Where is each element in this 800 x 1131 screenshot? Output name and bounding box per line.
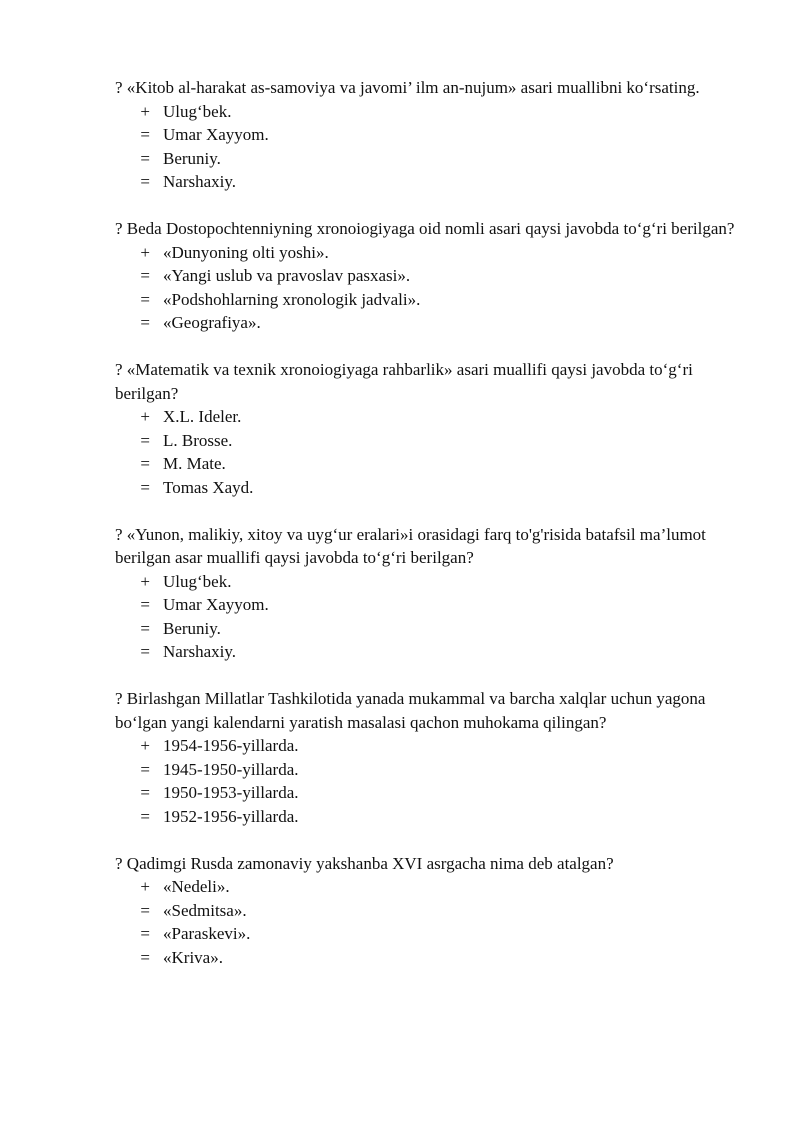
question-text: ? «Kitob al-harakat as-samoviya va javomi’ ilm an-nujum» asari muallibni ko‘rsating. bbox=[115, 78, 700, 97]
answer-option bbox=[115, 899, 735, 923]
answer-option bbox=[115, 617, 735, 641]
answer-marker: + bbox=[140, 571, 150, 591]
answer-text: Narshaxiy. bbox=[163, 642, 237, 661]
answer-text: Beruniy. bbox=[163, 148, 221, 168]
quiz-content bbox=[115, 76, 735, 993]
answer-marker: = bbox=[140, 759, 150, 779]
answer-text: 1954-1956-yillarda. bbox=[163, 736, 299, 755]
answer-marker: + bbox=[140, 407, 150, 426]
answer-option bbox=[115, 570, 735, 594]
answer-text: L. Brosse. bbox=[163, 430, 233, 450]
answer-text: X.L. Ideler. bbox=[163, 407, 242, 426]
answer-text: «Dunyoning olti yoshi». bbox=[163, 242, 329, 262]
answer-option bbox=[115, 429, 735, 453]
answer-options bbox=[115, 875, 735, 969]
answer-marker: = bbox=[140, 125, 150, 144]
answer-text: Beruniy. bbox=[163, 618, 221, 638]
answer-marker: = bbox=[140, 618, 150, 638]
answer-option bbox=[115, 734, 735, 758]
answer-text: 1945-1950-yillarda. bbox=[163, 759, 299, 779]
answer-option bbox=[115, 946, 735, 970]
answer-option bbox=[115, 805, 735, 829]
answer-text: Ulug‘bek. bbox=[163, 571, 232, 591]
answer-marker: + bbox=[140, 101, 150, 121]
question-block-4 bbox=[115, 523, 735, 664]
question-block-5 bbox=[115, 687, 735, 828]
answer-option bbox=[115, 758, 735, 782]
answer-text: 1952-1956-yillarda. bbox=[163, 806, 299, 826]
answer-options bbox=[115, 241, 735, 335]
answer-text: «Nedeli». bbox=[163, 877, 230, 896]
answer-marker: = bbox=[140, 266, 150, 285]
answer-options bbox=[115, 734, 735, 828]
answer-option bbox=[115, 311, 735, 335]
question-block-6 bbox=[115, 852, 735, 970]
answer-marker: + bbox=[140, 242, 150, 262]
answer-marker: = bbox=[140, 900, 150, 920]
question-text: ? Beda Dostopochtenniyning xronoiogiyaga oid nomli asari qaysi javobda to‘g‘ri berilgan? bbox=[115, 219, 735, 238]
answer-marker: = bbox=[140, 148, 150, 168]
answer-marker: = bbox=[140, 454, 150, 473]
answer-marker: + bbox=[140, 736, 150, 755]
answer-text: Narshaxiy. bbox=[163, 172, 237, 191]
answer-marker: + bbox=[140, 877, 150, 896]
answer-options bbox=[115, 100, 735, 194]
answer-text: «Paraskevi». bbox=[163, 924, 251, 943]
answer-text: «Geografiya». bbox=[163, 313, 261, 332]
answer-option bbox=[115, 241, 735, 265]
answer-option bbox=[115, 452, 735, 476]
question-block-3 bbox=[115, 358, 735, 499]
answer-marker: = bbox=[140, 947, 150, 967]
answer-text: Umar Xayyom. bbox=[163, 125, 269, 144]
answer-text: M. Mate. bbox=[163, 454, 226, 473]
answer-marker: = bbox=[140, 172, 150, 191]
answer-option bbox=[115, 264, 735, 288]
answer-option bbox=[115, 781, 735, 805]
answer-text: 1950-1953-yillarda. bbox=[163, 783, 299, 802]
answer-marker: = bbox=[140, 642, 150, 661]
answer-marker: = bbox=[140, 806, 150, 826]
answer-option bbox=[115, 922, 735, 946]
answer-option bbox=[115, 147, 735, 171]
question-block-2 bbox=[115, 217, 735, 335]
question-text: ? Birlashgan Millatlar Tashkilotida yanada mukammal va barcha xalqlar uchun yagona bo‘lgan yangi kalendarni yaratish masalasi qachon muhokama qilingan? bbox=[115, 689, 706, 732]
answer-option bbox=[115, 875, 735, 899]
answer-option bbox=[115, 123, 735, 147]
answer-marker: = bbox=[140, 783, 150, 802]
answer-options bbox=[115, 405, 735, 499]
answer-option bbox=[115, 476, 735, 500]
answer-option bbox=[115, 640, 735, 664]
answer-marker: = bbox=[140, 313, 150, 332]
answer-marker: = bbox=[140, 595, 150, 614]
question-text: ? «Matematik va texnik xronoiogiyaga rahbarlik» asari muallifi qaysi javobda to‘g‘ri berilgan? bbox=[115, 360, 693, 403]
answer-marker: = bbox=[140, 289, 150, 309]
question-text: ? «Yunon, malikiy, xitoy va uyg‘ur eralari»i orasidagi farq to'g'risida batafsil ma’lumot berilgan asar muallifi qaysi javobda to‘g‘ri berilgan? bbox=[115, 524, 706, 567]
question-block-1 bbox=[115, 76, 735, 194]
question-text: ? Qadimgi Rusda zamonaviy yakshanba XVI asrgacha nima deb atalgan? bbox=[115, 853, 614, 873]
answer-text: «Sedmitsa». bbox=[163, 900, 247, 920]
answer-option bbox=[115, 593, 735, 617]
answer-text: «Yangi uslub va pravoslav pasxasi». bbox=[163, 266, 411, 285]
answer-option bbox=[115, 288, 735, 312]
answer-options bbox=[115, 570, 735, 664]
answer-marker: = bbox=[140, 430, 150, 450]
answer-text: «Kriva». bbox=[163, 947, 223, 967]
answer-text: Ulug‘bek. bbox=[163, 101, 232, 121]
answer-text: «Podshohlarning xronologik jadvali». bbox=[163, 289, 421, 309]
answer-option bbox=[115, 405, 735, 429]
answer-text: Umar Xayyom. bbox=[163, 595, 269, 614]
answer-text: Tomas Xayd. bbox=[163, 477, 254, 497]
answer-marker: = bbox=[140, 477, 150, 497]
answer-option bbox=[115, 170, 735, 194]
answer-option bbox=[115, 100, 735, 124]
answer-marker: = bbox=[140, 924, 150, 943]
